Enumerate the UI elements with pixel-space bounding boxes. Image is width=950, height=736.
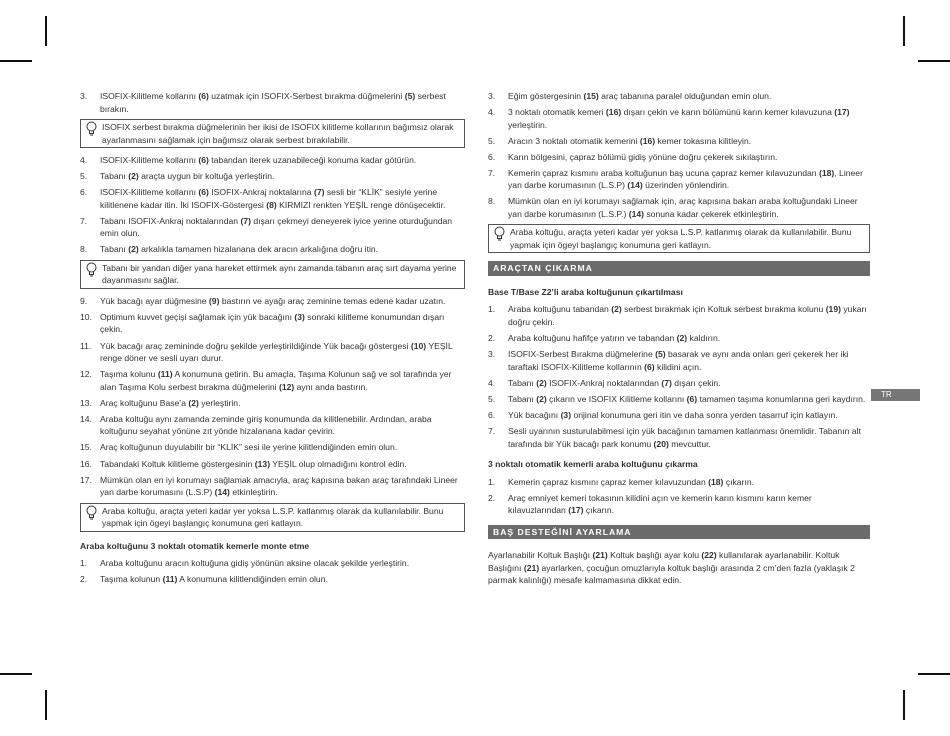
list-item bbox=[488, 377, 870, 390]
list-item-text: Araba koltuğunu tabandan (2) serbest bırakmak için Koltuk serbest bırakma kolunu (19) yukarı doğru çekin. bbox=[508, 304, 867, 327]
list-item-number: 6. bbox=[80, 187, 88, 198]
list-item bbox=[80, 340, 465, 365]
list-item bbox=[80, 154, 465, 167]
tip-box bbox=[488, 224, 870, 253]
list-item bbox=[488, 409, 870, 422]
list-item-number: 3. bbox=[488, 349, 496, 360]
list-item-text: ISOFIX-Kilitleme kollarını (6) tabandan iterek uzanabileceği konuma kadar götürün. bbox=[100, 155, 417, 165]
list-item-number: 4. bbox=[488, 377, 496, 388]
crop-mark bbox=[903, 16, 905, 46]
list-item bbox=[80, 441, 465, 454]
list-item-text: Araba koltuğunu aracın koltuğuna gidiş yönünün aksine olacak şekilde yerleştirin. bbox=[100, 558, 410, 569]
tip-box bbox=[80, 119, 465, 148]
crop-mark bbox=[0, 673, 32, 675]
list-item bbox=[80, 243, 465, 256]
list-item bbox=[488, 348, 870, 373]
tip-text: Araba koltuğu, araçta yeteri kadar yer yoksa L.S.P. katlanmış olarak da kullanılabilir. Bunu yapmak için ögeyi başlangıç konumuna geri katlayın. bbox=[510, 227, 852, 250]
list-item-number: 1. bbox=[488, 476, 496, 487]
list-item-number: 5. bbox=[80, 171, 88, 182]
list-item-text: Araç koltuğunun duyulabilir bir “KLİK” sesi ile yerine kilitlendiğinden emin olun. bbox=[100, 442, 398, 453]
list-item-number: 15. bbox=[80, 442, 92, 453]
list-item-number: 6. bbox=[488, 151, 496, 162]
tip-text: ISOFIX serbest bırakma düğmelerinin her ikisi de ISOFIX kilitleme kollarının bağımsız olarak ayarlanmasını sağlamak için bağımsız olarak serbest bırakılabilir. bbox=[102, 122, 454, 145]
list-item-text: Araba koltuğunu hafifçe yatırın ve tabandan (2) kaldırın. bbox=[508, 333, 721, 344]
list-item-number: 6. bbox=[488, 409, 496, 420]
section-subheading: Araba koltuğunu 3 noktalı otomatik kemerle monte etme bbox=[80, 540, 310, 551]
list-item-number: 3. bbox=[80, 91, 88, 101]
lightbulb-icon bbox=[85, 262, 98, 277]
list-item-number: 2. bbox=[488, 492, 496, 503]
list-item bbox=[80, 215, 465, 240]
list-item-number: 8. bbox=[80, 244, 88, 255]
list-item-text: Aracın 3 noktalı otomatik kemerini (16) kemer tokasına kilitleyin. bbox=[508, 135, 752, 146]
list-item bbox=[488, 303, 870, 328]
list-item-text: Araç emniyet kemeri tokasının kilidini açın ve kemerin karın kısmını karın kemer kılavuzlarından (17) çıkarın. bbox=[508, 492, 812, 516]
list-item-text: Tabanı (2) arkalıkla tamamen hizalanana dek aracın arkalığına doğru itin. bbox=[100, 244, 379, 255]
list-item bbox=[488, 332, 870, 345]
section-subheading: 3 noktalı otomatik kemerli araba koltuğunu çıkarma bbox=[488, 459, 698, 470]
lightbulb-icon bbox=[493, 226, 506, 241]
list-item-number: 8. bbox=[488, 196, 496, 207]
crop-mark bbox=[0, 60, 32, 62]
list-item bbox=[80, 186, 465, 211]
list-item-number: 12. bbox=[80, 369, 92, 380]
list-item-number: 17. bbox=[80, 474, 92, 485]
list-item bbox=[488, 135, 870, 148]
list-item bbox=[488, 476, 870, 489]
list-item-text: Araba koltuğu aynı zamanda zeminde giriş konumunda da kilitlenebilir. Ardından, araba koltuğunu seyahat yönüne zıt yönde hizalanana kadar çevirin. bbox=[100, 413, 432, 437]
list-item-text: Yük bacağı ayar düğmesine (9) bastırın ve ayağı araç zeminine temas edene kadar uzatın. bbox=[100, 295, 446, 306]
list-item-text: Mümkün olan en iyi korumayı sağlamak amacıyla, araç kapısına bakan araç tarafındaki Lineer yan darbe korumasını (L.S.P) (14) etkinleştirin. bbox=[100, 474, 458, 498]
list-item-text: 3 noktalı otomatik kemeri (16) dışarı çekin ve karın bölümünü karın kemer kılavuzuna (17) yerleştirin. bbox=[508, 107, 850, 130]
list-item-number: 3. bbox=[488, 91, 496, 101]
list-item bbox=[488, 90, 870, 103]
list-item-text: Eğim göstergesinin (15) araç tabanına paralel olduğundan emin olun. bbox=[508, 91, 772, 101]
list-item bbox=[80, 458, 465, 471]
list-item bbox=[488, 106, 870, 131]
tip-text: Araba koltuğu, araçta yeteri kadar yer yoksa L.S.P. katlanmış olarak da kullanılabilir. Bunu yapmak için ögeyi başlangıç konumuna geri katlayın. bbox=[102, 505, 444, 529]
crop-mark bbox=[903, 690, 905, 720]
list-item bbox=[80, 573, 465, 586]
list-item-number: 1. bbox=[488, 304, 496, 315]
list-item-number: 2. bbox=[488, 333, 496, 344]
list-item bbox=[80, 295, 465, 308]
crop-mark bbox=[45, 690, 47, 720]
left-column bbox=[80, 90, 465, 589]
list-item-text: Araç koltuğunu Base’a (2) yerleştirin. bbox=[100, 397, 241, 408]
list-item-number: 4. bbox=[488, 107, 496, 118]
crop-mark bbox=[45, 16, 47, 46]
right-column bbox=[488, 90, 870, 587]
list-item-text: Kemerin çapraz kısmını çapraz kemer kılavuzundan (18) çıkarın. bbox=[508, 476, 755, 487]
list-item-text: Yük bacağı araç zemininde doğru şekilde yerleştirildiğinde Yük bacağı göstergesi (10) YEŞİL renge döner ve sesli uyarı durur. bbox=[100, 340, 453, 364]
lightbulb-icon bbox=[85, 505, 98, 520]
list-item-text: Karın bölgesini, çapraz bölümü gidiş yönüne doğru çekerek sıkılaştırın. bbox=[508, 151, 778, 162]
list-item bbox=[80, 397, 465, 410]
list-item-text: Tabandaki Koltuk kilitleme göstergesinin (13) YEŞİL olup olmadığını kontrol edin. bbox=[100, 458, 407, 469]
list-item-text: ISOFIX-Kilitleme kollarını (6) ISOFIX-Ankraj noktalarına (7) sesli bir “KLİK” sesiyle yerine kilitlenene kadar itin. İki ISOFIX-Göstergesi (8) KIRMIZI renkten YEŞİL renge dönüşecektir. bbox=[100, 187, 446, 210]
list-item-text: Taşıma kolunu (11) A konumuna getirin. Bu amaçla, Taşıma Kolunun sağ ve sol tarafında yer alan Taşıma Kolu serbest bırakma düğmelerini (12) aynı anda bastırın. bbox=[100, 369, 452, 392]
list-item bbox=[80, 170, 465, 183]
list-item-number: 13. bbox=[80, 397, 92, 408]
list-item-text: Yük bacağını (3) orijinal konumuna geri itin ve daha sonra yerden tasarruf için katlayın. bbox=[508, 409, 838, 420]
crop-mark bbox=[918, 673, 950, 675]
tip-box bbox=[80, 503, 465, 532]
list-item-text: Tabanı (2) araçta uygun bir koltuğa yerleştirin. bbox=[100, 171, 275, 182]
list-item-number: 5. bbox=[488, 135, 496, 146]
list-item-number: 5. bbox=[488, 393, 496, 404]
list-item bbox=[80, 413, 465, 438]
list-item bbox=[80, 311, 465, 336]
list-item-number: 4. bbox=[80, 155, 88, 165]
list-item-number: 2. bbox=[80, 574, 88, 585]
list-item-text: Optimum kuvvet geçişi sağlamak için yük bacağını (3) sonraki kilitleme konumundan dışarı çekin. bbox=[100, 311, 445, 335]
language-tab: TR bbox=[871, 389, 920, 401]
list-item-number: 14. bbox=[80, 413, 92, 424]
list-item-text: ISOFIX-Kilitleme kollarını (6) uzatmak için ISOFIX-Serbest bırakma düğmelerini (5) serbest bırakın. bbox=[100, 91, 446, 114]
list-item-text: Tabanı ISOFIX-Ankraj noktalarından (7) dışarı çekmeyi deneyerek iyice yerine oturduğundan emin olun. bbox=[100, 215, 453, 239]
list-item-text: Kemerin çapraz kısmını araba koltuğunun baş ucuna çapraz kemer kılavuzundan (18), Lineer yan darbe korumasının (L.S.P) (14) üzerinden yönlendirin. bbox=[508, 167, 863, 191]
list-item-number: 16. bbox=[80, 458, 92, 469]
lightbulb-icon bbox=[85, 121, 98, 136]
list-item bbox=[80, 474, 465, 499]
list-item-text: Taşıma kolunun (11) A konumuna kilitlendiğinden emin olun. bbox=[100, 574, 328, 585]
list-item-number: 7. bbox=[488, 167, 496, 178]
tip-text: Tabanı bir yandan diğer yana hareket ettirmek aynı zamanda tabanın araç sırt dayama yerine dayanmasını sağlar. bbox=[102, 262, 457, 286]
section-subheading: Base T/Base Z2’li araba koltuğunun çıkartılması bbox=[488, 286, 683, 297]
list-item-number: 9. bbox=[80, 295, 88, 306]
list-item-number: 7. bbox=[80, 215, 88, 226]
list-item-number: 7. bbox=[488, 426, 496, 437]
list-item-number: 11. bbox=[80, 340, 92, 351]
list-item bbox=[80, 557, 465, 570]
section-heading-bar: ARAÇTAN ÇIKARMA bbox=[488, 261, 870, 276]
list-item-text: Tabanı (2) çıkarın ve ISOFIX Kilitleme kollarını (6) tamamen taşıma konumlarına geri kaydırın. bbox=[508, 393, 866, 404]
crop-mark bbox=[918, 60, 950, 62]
tip-box bbox=[80, 260, 465, 289]
list-item-text: ISOFIX-Serbest Bırakma düğmelerine (5) basarak ve aynı anda onları geri çekerek her iki taraftaki ISOFIX-Kilitleme kollarının (6) kilidini açın. bbox=[508, 349, 849, 372]
list-item bbox=[80, 90, 465, 115]
list-item bbox=[488, 195, 870, 220]
list-item bbox=[488, 425, 870, 450]
list-item-text: Mümkün olan en iyi korumayı sağlamak için, araç kapısına bakan araba koltuğundaki Lineer yan darbe korumasının (L.S.P.) (14) sonuna kadar çekerek etkinleştirin. bbox=[508, 196, 858, 219]
list-item bbox=[80, 368, 465, 393]
list-item bbox=[488, 393, 870, 406]
list-item-text: Sesli uyarının susturulabilmesi için yük bacağının tamamen katlanması önemlidir. Tabanın alt tarafında bir Yük bacağı park konumu (20) mevcuttur. bbox=[508, 426, 861, 449]
list-item-number: 1. bbox=[80, 558, 88, 569]
list-item bbox=[488, 151, 870, 164]
list-item bbox=[488, 492, 870, 517]
list-item bbox=[488, 167, 870, 192]
list-item-text: Tabanı (2) ISOFIX-Ankraj noktalarından (7) dışarı çekin. bbox=[508, 377, 721, 388]
list-item-number: 10. bbox=[80, 311, 92, 322]
section-heading-bar: BAŞ DESTEĞİNİ AYARLAMA bbox=[488, 525, 870, 540]
paragraph: Ayarlanabilir Koltuk Başlığı (21) Koltuk başlığı ayar kolu (22) kullanılarak ayarlanabilir. Koltuk Başlığını (21) ayarlarken, çocuğun omuzlarıyla koltuk başlığı arasında 2 cm’den fazla (yaklaşık 2 parmak kalınlığı) mesafe kalmamasına dikkat edin. bbox=[488, 550, 855, 586]
